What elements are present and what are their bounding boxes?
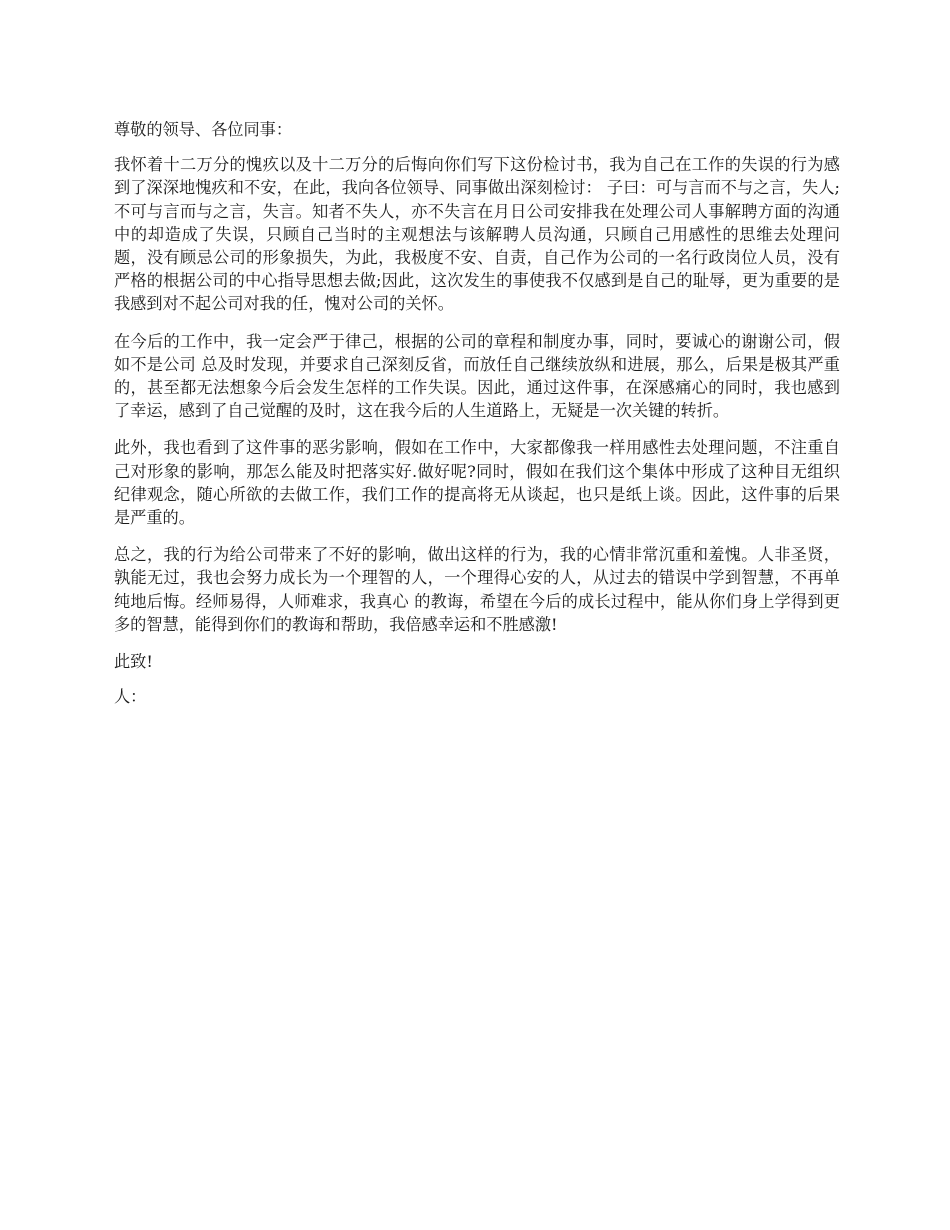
- paragraph-3: 此外，我也看到了这件事的恶劣影响，假如在工作中，大家都像我一样用感性去处理问题，不注重自己对形象的影响，那怎么能及时把落实好.做好呢?同时，假如在我们这个集体中形成了这种目无组织纪律观念，随心所欲的去做工作，我们工作的提高将无从谈起，也只是纸上谈。因此，这件事的后果是严重的。: [114, 438, 840, 528]
- paragraph-1: 我怀着十二万分的愧疚以及十二万分的后悔向你们写下这份检讨书，我为自己在工作的失误的行为感到了深深地愧疚和不安，在此，我向各位领导、同事做出深刻检讨： 子曰：可与言而不与之言，失人;不可与言而与之言，失言。知者不失人，亦不失言在月日公司安排我在处理公司人事解聘方面的沟通中的却造成了失误，只顾自己当时的主观想法与该解聘人员沟通，只顾自己用感性的思维去处理问题，没有顾忌公司的形象损失，为此，我极度不安、自责，自己作为公司的一名行政岗位人员，没有严格的根据公司的中心指导思想去做;因此，这次发生的事使我不仅感到是自己的耻辱，更为重要的是我感到对不起公司对我的任，愧对公司的关怀。: [114, 155, 840, 314]
- paragraph-4: 总之，我的行为给公司带来了不好的影响，做出这样的行为，我的心情非常沉重和羞愧。人非圣贤，孰能无过，我也会努力成长为一个理智的人，一个理得心安的人，从过去的错误中学到智慧，不再单纯地后悔。经师易得，人师难求，我真心 的教诲，希望在今后的成长过程中，能从你们身上学得到更多的智慧，能得到你们的教诲和帮助，我倍感幸运和不胜感激!: [114, 545, 840, 634]
- salutation: 尊敬的领导、各位同事：: [114, 120, 293, 139]
- closing: 此致!: [114, 652, 153, 672]
- paragraph-2: 在今后的工作中，我一定会严于律己，根据的公司的章程和制度办事，同时，要诚心的谢谢公司，假如不是公司 总及时发现，并要求自己深刻反省，而放任自己继续放纵和进展，那么，后果是极其严重的，甚至都无法想象今后会发生怎样的工作失误。因此，通过这件事，在深感痛心的同时，我也感到了幸运，感到了自己觉醒的及时，这在我今后的人生道路上，无疑是一次关键的转折。: [114, 331, 840, 421]
- signature: 人：: [114, 687, 147, 707]
- letter-body: [114, 118, 840, 720]
